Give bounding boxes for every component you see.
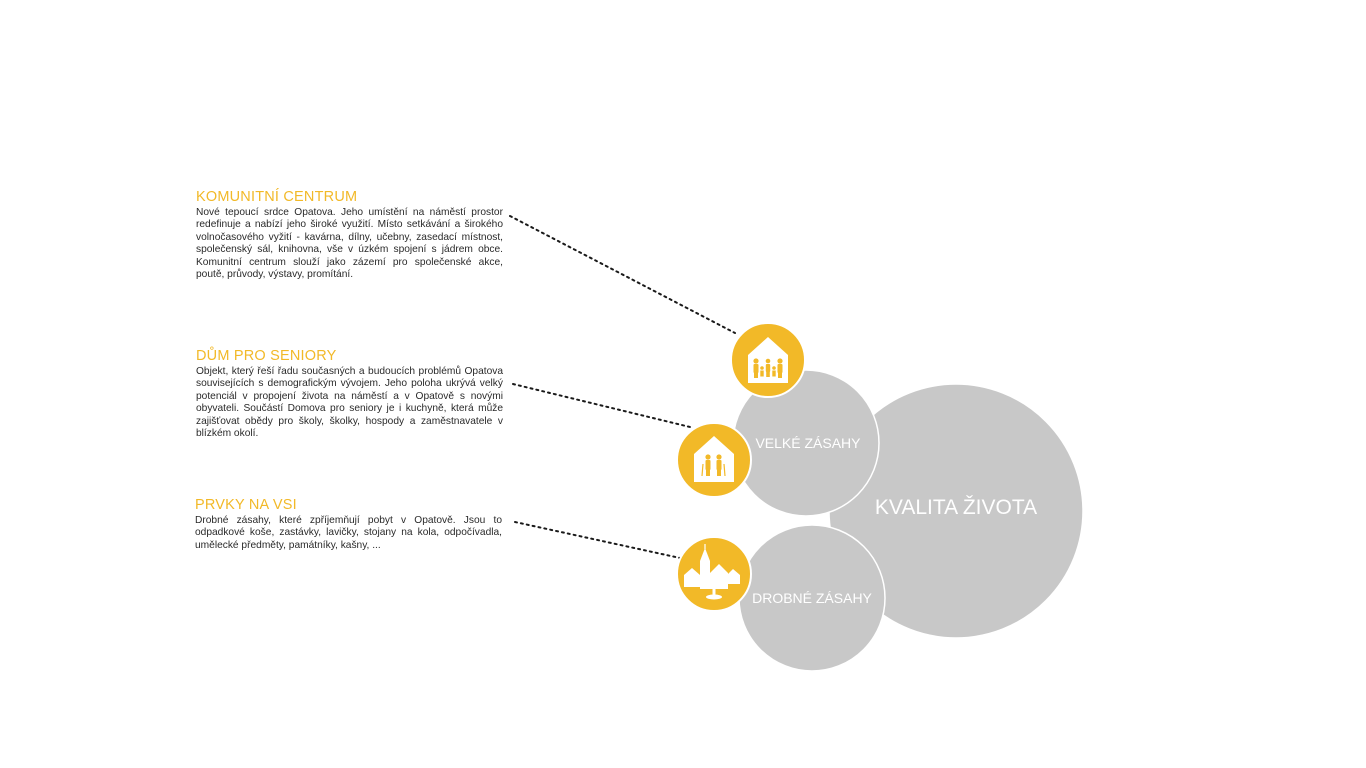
block-text: Nové tepoucí srdce Opatova. Jeho umístění na náměstí prostor redefinuje a nabízí jeho široké využití. Místo setkávání a širokého volnočasového vyžití - kavárna, dílny, učebny, zasedací místnost, společenský sál, knihovna, vše v úzkém spojení s jádrem obce. Komunitní centrum slouží jako zázemí pro společenské akce, poutě, průvody, výstavy, promítání. [196,207,503,281]
family-house-icon [731,323,805,397]
block-title: KOMUNITNÍ CENTRUM [196,189,358,205]
seniors-house-icon [677,423,751,497]
connector-line [510,216,735,333]
block-text: Drobné zásahy, které zpříjemňují pobyt v Opatově. Jsou to odpadkové koše, zastávky, lavičky, stojany na kola, odpočívadla, umělecké předměty, památníky, kašny, ... [195,515,502,551]
label-velke-zasahy: VELKÉ ZÁSAHY [755,435,861,451]
village-icon [677,537,751,611]
block-title: DŮM PRO SENIORY [196,348,337,364]
block-text: Objekt, který řeší řadu současných a budoucích problémů Opatova souvisejících s demografickým vývojem. Jeho poloha ukrývá velký potenciál v propojení života na náměstí a v Opatově s novými obyvateli. Součástí Domova pro seniory je i kuchyně, která může zajišťovat obědy pro školy, školky, hospody a zaměstnavatele v blízkém okolí. [196,366,503,440]
label-drobne-zasahy: DROBNÉ ZÁSAHY [752,590,872,606]
connector-line [515,522,680,558]
block-title: PRVKY NA VSI [195,497,297,513]
connector-line [513,384,690,427]
label-kvalita-zivota: KVALITA ŽIVOTA [874,496,1038,519]
